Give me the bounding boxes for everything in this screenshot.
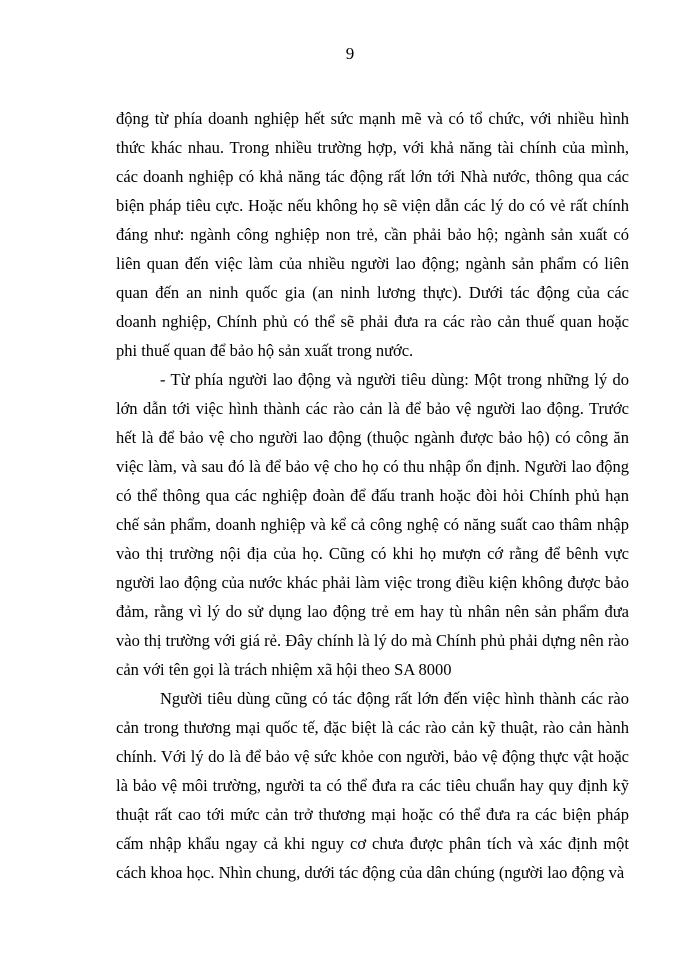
paragraph-consumers: Người tiêu dùng cũng có tác động rất lớn đến việc hình thành các rào cản trong thương mại quốc tế, đặc biệt là các rào cản kỹ thuật, rào cản hành chính. Với lý do là để bảo vệ sức khỏe con người, bảo vệ động thực vật hoặc là bảo vệ môi trường, người ta có thể đưa ra các tiêu chuẩn hay quy định kỹ thuật rất cao tới mức cản trở thương mại hoặc có thể đưa ra các biện pháp cấm nhập khẩu ngay cả khi nguy cơ chưa được phân tích và xác định một cách khoa học. Nhìn chung, dưới tác động của dân chúng (người lao động và bbox=[116, 689, 629, 882]
paragraph-businesses: động từ phía doanh nghiệp hết sức mạnh mẽ và có tổ chức, với nhiều hình thức khác nhau. Trong nhiều trường hợp, với khả năng tài chính của mình, các doanh nghiệp có khả năng tác động rất lớn tới Nhà nước, thông qua các biện pháp tiêu cực. Hoặc nếu không họ sẽ viện dẫn các lý do có vẻ rất chính đáng như: ngành công nghiệp non trẻ, cần phải bảo hộ; ngành sản xuất có liên quan đến việc làm của nhiều người lao động; ngành sản phẩm có liên quan đến an ninh quốc gia (an ninh lương thực). Dưới tác động của các doanh nghiệp, Chính phủ có thể sẽ phải đưa ra các rào cản thuế quan hoặc phi thuế quan để bảo hộ sản xuất trong nước. bbox=[116, 109, 629, 360]
document-body bbox=[116, 104, 629, 887]
paragraph-workers-consumers: - Từ phía người lao động và người tiêu dùng: Một trong những lý do lớn dẫn tới việc hình thành các rào cản là để bảo vệ người lao động. Trước hết là để bảo vệ cho người lao động (thuộc ngành được bảo hộ) có công ăn việc làm, và sau đó là để bảo vệ cho họ có thu nhập ổn định. Người lao động có thể thông qua các nghiệp đoàn để đấu tranh hoặc đòi hỏi Chính phủ hạn chế sản phẩm, doanh nghiệp và kể cả công nghệ có năng suất cao thâm nhập vào thị trường nội địa của họ. Cũng có khi họ mượn cớ rằng để bênh vực người lao động của nước khác phải làm việc trong điều kiện không được bảo đảm, rằng vì lý do sử dụng lao động trẻ em hay tù nhân nên sản phẩm đưa vào thị trường với giá rẻ. Đây chính là lý do mà Chính phủ phải dựng nên rào cản với tên gọi là trách nhiệm xã hội theo SA 8000 bbox=[116, 370, 629, 679]
page-number: 9 bbox=[345, 44, 355, 63]
